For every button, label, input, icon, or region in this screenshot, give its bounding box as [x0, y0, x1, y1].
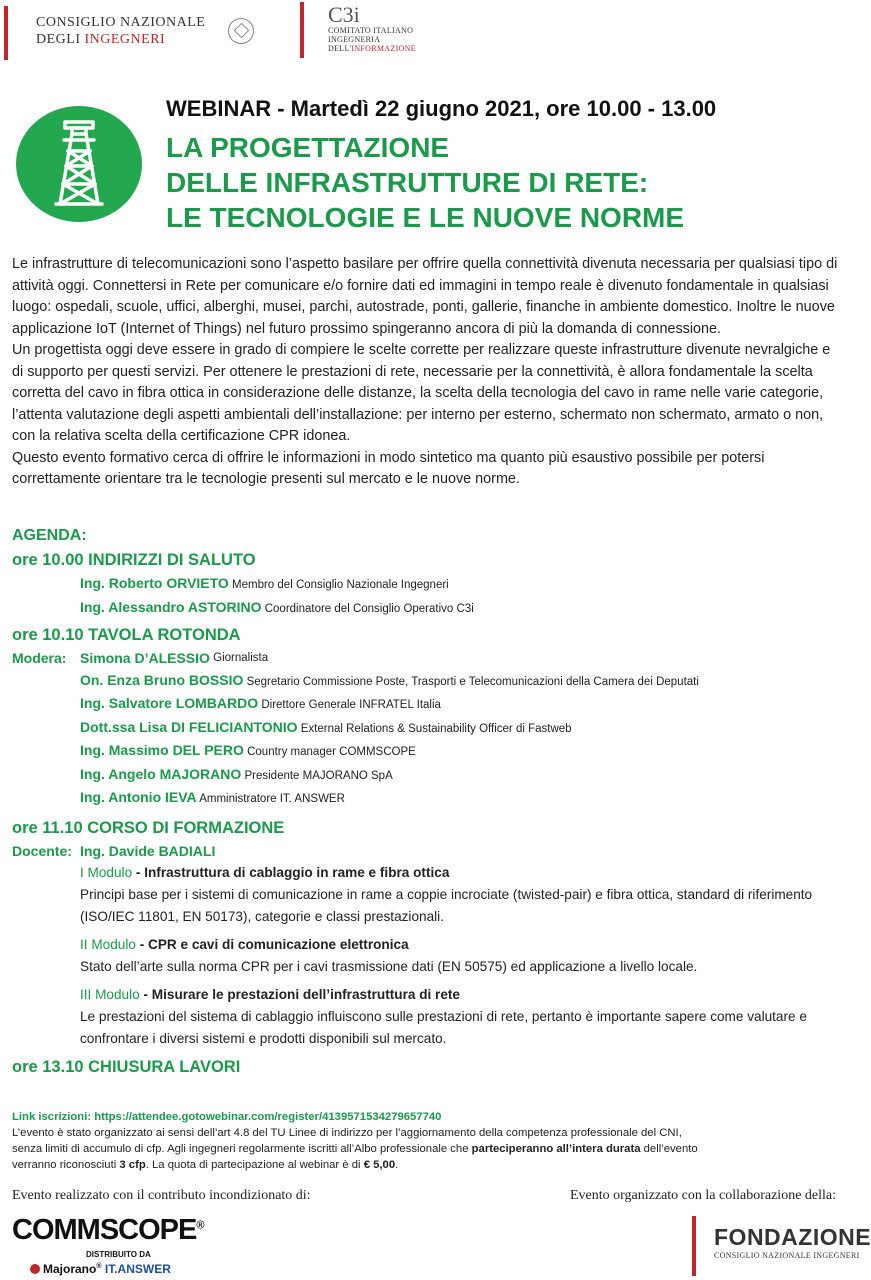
event-title [166, 130, 684, 235]
speaker-row: On. Enza Bruno BOSSIO Segretario Commissione Poste, Trasporti e Telecomunicazioni della Camera dei Deputati [80, 671, 699, 688]
cfp-note: L’evento è stato organizzato ai sensi dell’art 4.8 del TU Linee di indirizzo per l’aggiornamento della competenza professionale del CNI, [12, 1127, 682, 1139]
registration-link-label: Link iscrizioni: [12, 1111, 92, 1123]
commscope-logo: COMMSCOPE® [12, 1214, 204, 1246]
course-title: ore 11.10 CORSO DI FORMAZIONE [12, 818, 285, 837]
fondazione-logo-bar [692, 1216, 696, 1276]
course-module: I Modulo - Infrastruttura di cablaggio in rame e fibra ottica Principi base per i sistemi di comunicazione in rame a coppie incrociate (twisted-pair) e fibra ottica, standard di riferimento (ISO/IEC 11801, EN 50173), categorie e classi prestazionali. [80, 865, 813, 924]
event-title-line: DELLE INFRASTRUTTURE DI RETE: [166, 167, 649, 198]
c3i-logo-text: COMITATO ITALIANO INGEGNERIA DELL'INFORMAZIONE [328, 26, 416, 53]
moderator-row: Modera: Simona D’ALESSIO Giornalista [12, 650, 269, 666]
webinar-date-line: WEBINAR - Martedì 22 giugno 2021, ore 10.00 - 13.00 [166, 96, 717, 121]
intro-paragraph: Questo evento formativo cerca di offrire le informazioni in modo sintetico ma quanto più esaustivo possibile per potersi correttamente orientare tra le tecnologie presenti sul mercato e le nuove norme. [12, 449, 765, 487]
speaker-row: Ing. Massimo DEL PERO Country manager COMMSCOPE [80, 742, 416, 758]
course-module: II Modulo - CPR e cavi di comunicazione elettronica Stato dell’arte sulla norma CPR per i cavi trasmissione dati (EN 50575) ed applicazione a livello locale. [80, 937, 698, 974]
partner-credit: Evento organizzato con la collaborazione della: [569, 1188, 836, 1203]
closing-title: ore 13.10 CHIUSURA LAVORI [12, 1058, 241, 1076]
registration-info: Link iscrizioni: https://attendee.gotowebinar.com/register/4139571534279657740 L’evento è stato organizzato ai sensi dell’art 4.8 del TU Linee di indirizzo per l’aggiornamento della competenza professionale del CNI, senza limiti di accumulo di cfp. Agli ingegneri regolarmente iscritti all’Albo professionale che parteciperanno all’intera durata dell’evento verranno riconosciuti 3 cfp. La quota di partecipazione al webinar è di € 5,00. [12, 1109, 842, 1173]
distributor-logos: Majorano® IT.ANSWER [30, 1262, 171, 1276]
cni-logo-bar [4, 6, 8, 60]
event-title-line: LE TECNOLOGIE E LE NUOVE NORME [166, 202, 685, 233]
greetings-title: ore 10.00 INDIRIZZI DI SALUTO [12, 551, 256, 569]
c3i-logo-bar [300, 2, 304, 58]
majorano-icon [30, 1264, 40, 1274]
agenda-title: AGENDA: [12, 527, 87, 544]
round-table-title: ore 10.10 TAVOLA ROTONDA [12, 626, 241, 644]
republic-emblem-icon [228, 18, 254, 44]
speaker-row: Ing. Antonio IEVA Amministratore IT. ANSWER [80, 789, 345, 805]
intro-paragraph: Un progettista oggi deve essere in grado di compiere le scelte corrette per realizzare queste infrastrutture divenute nevralgiche e di supporto per questi servizi. Per ottenere le prestazioni di rete, necessarie per la connettività, è allora fondamentale la scelta corretta del cavo in fibra ottica in considerazione delle distanze, la scelta della tecnologia del cavo in rame nelle varie categorie, l’attenta valutazione degli aspetti ambientali dell’installazione: per interno per esterno, schermato non schermato, armato o non, con la relativa scelta della certificazione CPR idonea. [12, 342, 831, 444]
event-title-line: LA PROGETTAZIONE [166, 132, 450, 163]
registration-link[interactable]: https://attendee.gotowebinar.com/register/4139571534279657740 [94, 1111, 442, 1123]
itanswer-logo: IT.ANSWER [104, 1262, 171, 1276]
agenda [12, 527, 842, 1080]
intro-text [12, 254, 838, 491]
speaker-row: Dott.ssa Lisa DI FELICIANTONIO External Relations & Sustainability Officer di Fastweb [80, 718, 572, 735]
distributed-by-label: DISTRIBUITO DA [86, 1250, 151, 1259]
speaker-row: Ing. Salvatore LOMBARDO Direttore Generale INFRATEL Italia [80, 695, 441, 711]
sponsor-credit: Evento realizzato con il contributo incondizionato di: [12, 1188, 311, 1203]
power-tower-icon [16, 106, 142, 222]
cni-logo-text: CONSIGLIO NAZIONALE DEGLI INGEGNERI [36, 15, 206, 47]
speaker-row: Ing. Alessandro ASTORINO Coordinatore del Consiglio Operativo C3i [80, 598, 474, 615]
teacher-row: Docente: Ing. Davide BADIALI [12, 842, 216, 859]
course-module: III Modulo - Misurare le prestazioni dell’infrastruttura di rete Le prestazioni del sistema di cablaggio influiscono sulle prestazioni di rete, pertanto è importante sapere come valutare e confrontare i diversi sistemi e prodotti disponibili sul mercato. [80, 987, 807, 1046]
intro-paragraph: Le infrastrutture di telecomunicazioni sono l’aspetto basilare per offrire quella connettività divenuta necessaria per qualsiasi tipo di attività oggi. Connettersi in Rete per comunicare e/o fornire dati ed immagini in tempo reale è divenuto fondamentale in qualsiasi luogo: ospedali, scuole, uffici, alberghi, musei, parchi, autostrade, ponti, gallerie, finanche in ambiente domestico. Inoltre le nuove applicazione IoT (Internet of Things) nel futuro prossimo spingeranno ancora di più la domanda di connessione. [12, 256, 838, 337]
speaker-row: Ing. Roberto ORVIETO Membro del Consiglio Nazionale Ingegneri [80, 575, 449, 591]
c3i-mark: C3i [328, 2, 360, 27]
speaker-row: Ing. Angelo MAJORANO Presidente MAJORANO SpA [80, 765, 393, 782]
